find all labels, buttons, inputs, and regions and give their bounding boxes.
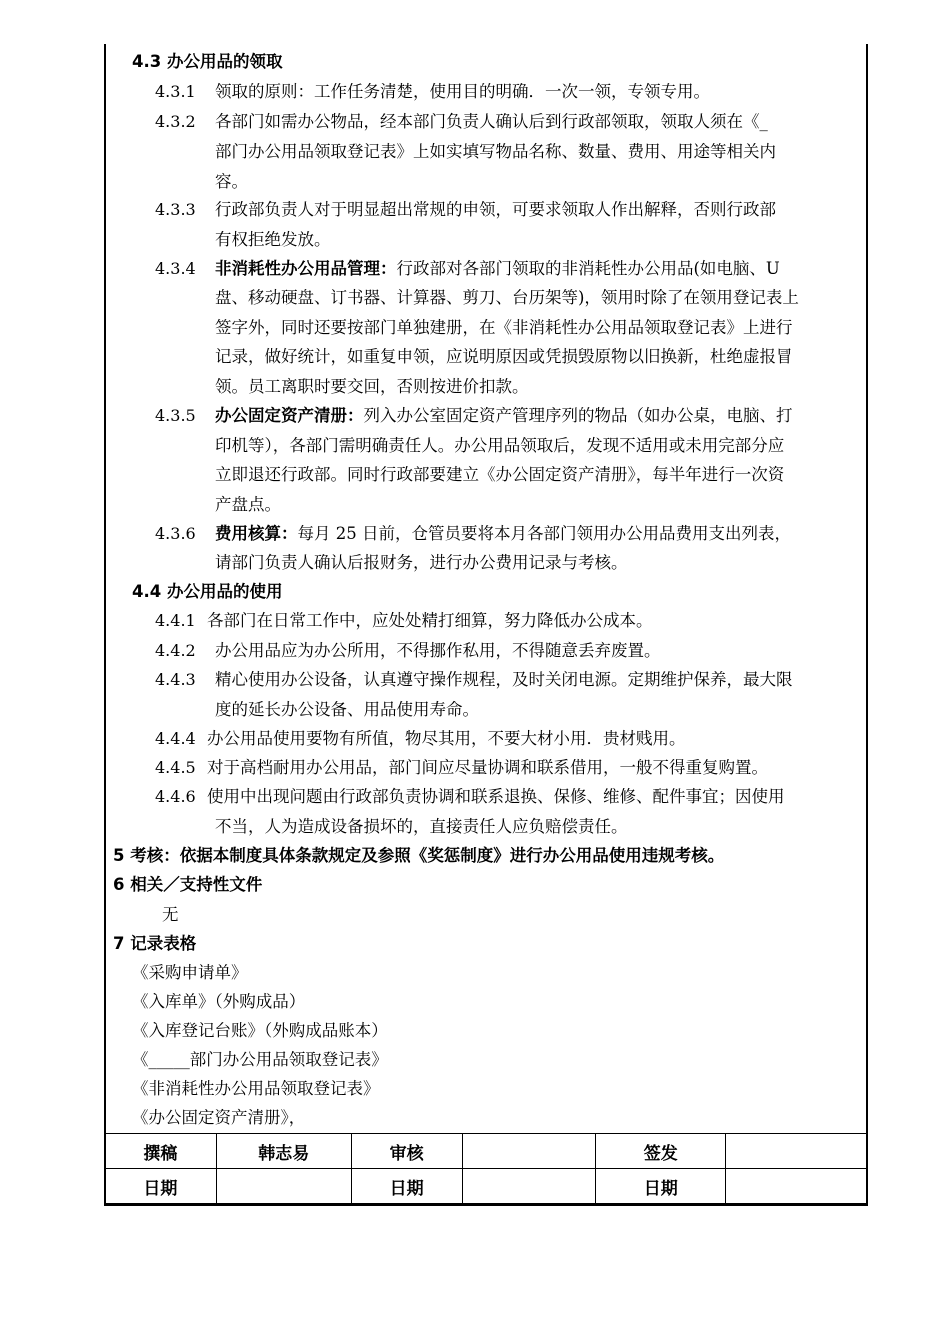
item-text-rest: 行政部对各部门领取的非消耗性办公用品(如电脑、U: [396, 259, 780, 278]
form-list-item: 《非消耗性办公用品领取登记表》: [132, 1079, 380, 1098]
date-label: 日期: [596, 1169, 726, 1204]
section-7-heading: 7 记录表格: [113, 934, 197, 953]
item-number: 4.4.4: [155, 729, 196, 748]
section-5-text: 5 考核：依据本制度具体条款规定及参照《奖惩制度》进行办公用品使用违规考核。: [113, 846, 725, 865]
item-number: 4.4.5: [155, 758, 196, 777]
date-value: [726, 1169, 868, 1204]
item-number: 4.3.6: [155, 524, 196, 543]
item-number: 4.3.4: [155, 259, 196, 278]
date-value: [462, 1169, 596, 1204]
item-text: 行政部负责人对于明显超出常规的申领，可要求领取人作出解释，否则行政部: [215, 200, 776, 219]
item-number: 4.4.3: [155, 670, 196, 689]
draft-value: 韩志易: [216, 1134, 351, 1169]
item-text: 产盘点。: [215, 495, 281, 514]
item-number: 4.4.2: [155, 641, 196, 660]
item-text: 各部门如需办公物品，经本部门负责人确认后到行政部领取，领取人须在《_: [215, 112, 768, 131]
form-list-item: 《_____部门办公用品领取登记表》: [132, 1050, 388, 1069]
item-text: 印机等），各部门需明确责任人。办公用品领取后，发现不适用或未用完部分应: [215, 436, 785, 455]
section-6-heading: 6 相关／支持性文件: [113, 875, 263, 894]
item-number: 4.4.1: [155, 611, 196, 630]
form-list-item: 《办公固定资产清册》，: [132, 1108, 306, 1127]
item-text: [215, 406, 793, 426]
item-bold-lead: 费用核算：: [215, 524, 298, 543]
item-text: [215, 524, 791, 544]
form-list-item: 《采购申请单》: [132, 963, 248, 982]
date-label: 日期: [351, 1169, 462, 1204]
item-bold-lead: 非消耗性办公用品管理：: [215, 259, 397, 278]
item-text: 有权拒绝发放。: [215, 230, 331, 249]
item-text: 领。员工离职时要交回，否则按进价扣款。: [215, 377, 529, 396]
item-text: 使用中出现问题由行政部负责协调和联系退换、保修、维修、配件事宜；因使用: [207, 787, 785, 806]
draft-label: 撰稿: [105, 1134, 217, 1169]
date-label: 日期: [105, 1169, 217, 1204]
section-4-4-heading: 4.4 办公用品的使用: [132, 582, 283, 601]
item-text: 记录，做好统计，如重复申领，应说明原因或凭损毁原物以旧换新，杜绝虚报冒: [215, 347, 793, 366]
item-text-rest: 每月 25 日前，仓管员要将本月各部门领用办公用品费用支出列表，: [297, 524, 791, 543]
review-label: 审核: [351, 1134, 462, 1169]
item-text: 度的延长办公设备、用品使用寿命。: [215, 700, 479, 719]
item-number: 4.3.3: [155, 200, 196, 219]
item-number: 4.3.1: [155, 82, 196, 101]
review-value: [462, 1134, 596, 1169]
table-row: [105, 1134, 868, 1169]
section-4-3-heading: 4.3 办公用品的领取: [132, 52, 283, 71]
table-row: [105, 1169, 868, 1204]
item-text: 精心使用办公设备，认真遵守操作规程，及时关闭电源。定期维护保养，最大限: [215, 670, 793, 689]
item-text: 立即退还行政部。同时行政部要建立《办公固定资产清册》，每半年进行一次资: [215, 465, 785, 484]
item-text: 不当，人为造成设备损坏的，直接责任人应负赔偿责任。: [215, 817, 628, 836]
item-text: 对于高档耐用办公用品，部门间应尽量协调和联系借用，一般不得重复购置。: [207, 758, 768, 777]
item-number: 4.3.5: [155, 406, 196, 425]
item-text: 部门办公用品领取登记表》上如实填写物品名称、数量、费用、用途等相关内: [215, 142, 776, 161]
form-list-item: 《入库登记台账》（外购成品账本）: [132, 1021, 388, 1040]
item-bold-lead: 办公固定资产清册：: [215, 406, 364, 425]
item-text: 办公用品使用要物有所值，物尽其用，不要大材小用．贵材贱用。: [207, 729, 686, 748]
item-text: 容。: [215, 172, 248, 191]
item-text-rest: 列入办公室固定资产管理序列的物品（如办公桌，电脑、打: [363, 406, 793, 425]
section-6-body: 无: [162, 905, 179, 924]
item-text: 请部门负责人确认后报财务，进行办公费用记录与考核。: [215, 553, 628, 572]
date-value: [216, 1169, 351, 1204]
issue-label: 签发: [596, 1134, 726, 1169]
signature-table: [104, 1133, 868, 1204]
item-text: [215, 259, 780, 279]
item-text: 各部门在日常工作中，应处处精打细算，努力降低办公成本。: [207, 611, 653, 630]
item-text: 盘、移动硬盘、订书器、计算器、剪刀、台历架等)，领用时除了在领用登记表上: [215, 288, 799, 307]
form-list-item: 《入库单》（外购成品）: [132, 992, 306, 1011]
item-text: 办公用品应为办公所用，不得挪作私用，不得随意丢弃废置。: [215, 641, 661, 660]
item-number: 4.3.2: [155, 112, 196, 131]
item-text: 签字外，同时还要按部门单独建册，在《非消耗性办公用品领取登记表》上进行: [215, 318, 793, 337]
issue-value: [726, 1134, 868, 1169]
item-text: 领取的原则：工作任务清楚，使用目的明确．一次一领，专领专用。: [215, 82, 710, 101]
item-number: 4.4.6: [155, 787, 196, 806]
